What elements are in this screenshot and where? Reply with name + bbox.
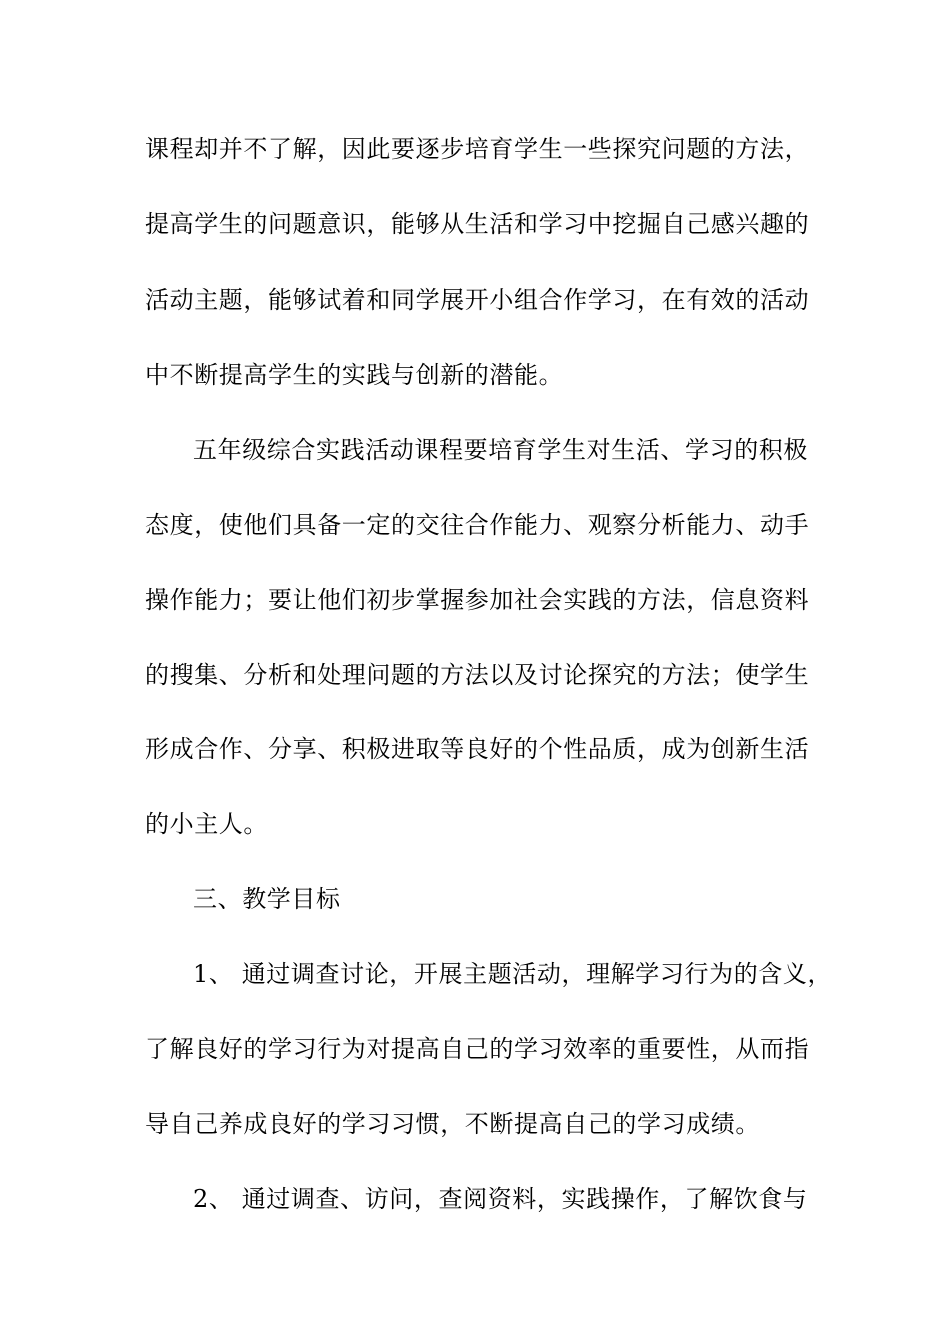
paragraph-line: 提高学生的问题意识，能够从生活和学习中挖掘自己感兴趣的 bbox=[145, 210, 810, 238]
section-heading: 三、教学目标 bbox=[193, 885, 341, 913]
paragraph-line: 五年级综合实践活动课程要培育学生对生活、学习的积极 bbox=[193, 436, 808, 464]
list-item-line: 了解良好的学习行为对提高自己的学习效率的重要性，从而指 bbox=[145, 1035, 810, 1063]
list-item-line: 2、 通过调查、访问，查阅资料，实践操作，了解饮食与 bbox=[193, 1185, 808, 1213]
paragraph-line: 的搜集、分析和处理问题的方法以及讨论探究的方法；使学生 bbox=[145, 661, 810, 689]
paragraph-line: 操作能力；要让他们初步掌握参加社会实践的方法，信息资料 bbox=[145, 586, 810, 614]
paragraph-line: 中不断提高学生的实践与创新的潜能。 bbox=[145, 361, 564, 389]
paragraph-line: 活动主题，能够试着和同学展开小组合作学习，在有效的活动 bbox=[145, 286, 810, 314]
paragraph-line: 课程却并不了解，因此要逐步培育学生一些探究问题的方法， bbox=[145, 135, 810, 163]
list-item-line: 导自己养成良好的学习习惯，不断提高自己的学习成绩。 bbox=[145, 1110, 760, 1138]
list-item-line: 1、 通过调查讨论，开展主题活动，理解学习行为的含义， bbox=[193, 960, 833, 988]
paragraph-line: 的小主人。 bbox=[145, 810, 268, 838]
paragraph-line: 形成合作、分享、积极进取等良好的个性品质，成为创新生活 bbox=[145, 735, 810, 763]
paragraph-line: 态度，使他们具备一定的交往合作能力、观察分析能力、动手 bbox=[145, 511, 810, 539]
